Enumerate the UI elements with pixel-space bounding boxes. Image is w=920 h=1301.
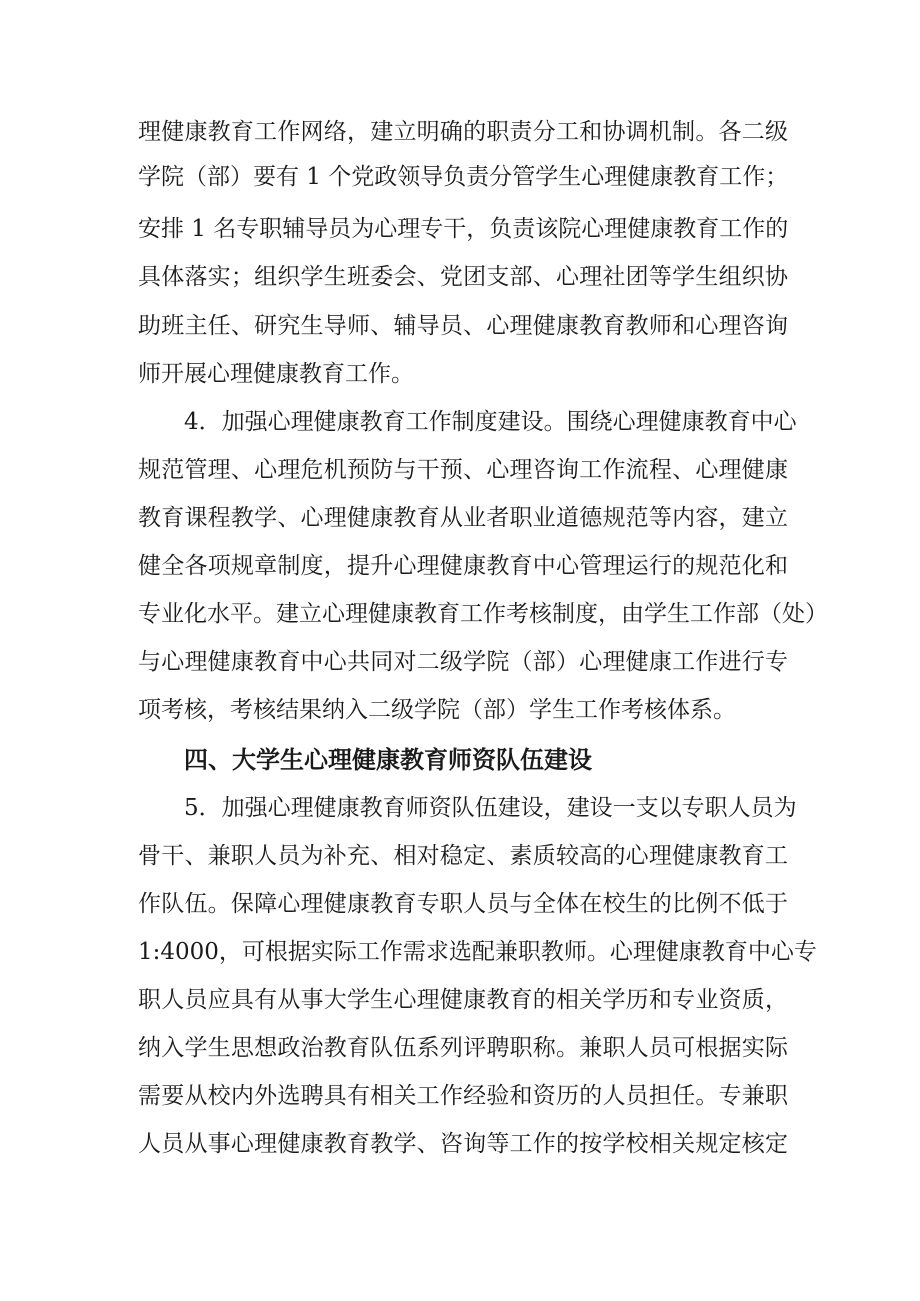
paragraph-3-line-6: 纳入学生思想政治教育队伍系列评聘职称。兼职人员可根据实际 — [138, 1035, 788, 1061]
paragraph-1-line-6: 师开展心理健康教育工作。 — [138, 361, 414, 387]
paragraph-3-line-1: 5．加强心理健康教育师资队伍建设，建设一支以专职人员为 — [184, 795, 797, 821]
paragraph-2-line-3: 教育课程教学、心理健康教育从业者职业道德规范等内容，建立 — [138, 505, 788, 531]
paragraph-2-line-7: 项考核，考核结果纳入二级学院（部）学生工作考核体系。 — [138, 697, 736, 723]
paragraph-1-line-1: 理健康教育工作网络，建立明确的职责分工和协调机制。各二级 — [138, 119, 788, 145]
paragraph-2-line-4: 健全各项规章制度，提升心理健康教育中心管理运行的规范化和 — [138, 553, 788, 579]
paragraph-2-line-6: 与心理健康教育中心共同对二级学院（部）心理健康工作进行专 — [138, 649, 788, 675]
paragraph-3-line-7: 需要从校内外选聘具有相关工作经验和资历的人员担任。专兼职 — [138, 1083, 788, 1109]
paragraph-1-line-5: 助班主任、研究生导师、辅导员、心理健康教育教师和心理咨询 — [138, 313, 788, 339]
paragraph-3-line-2: 骨干、兼职人员为补充、相对稳定、素质较高的心理健康教育工 — [138, 843, 788, 869]
paragraph-3-line-8: 人员从事心理健康教育教学、咨询等工作的按学校相关规定核定 — [138, 1131, 788, 1157]
paragraph-1-line-3: 安排 1 名专职辅导员为心理专干，负责该院心理健康教育工作的 — [138, 216, 789, 242]
paragraph-3-line-5: 职人员应具有从事大学生心理健康教育的相关学历和专业资质， — [138, 987, 788, 1013]
paragraph-2-line-5: 专业化水平。建立心理健康教育工作考核制度，由学生工作部（处） — [138, 601, 828, 627]
paragraph-1-line-4: 具体落实；组织学生班委会、党团支部、心理社团等学生组织协 — [138, 264, 788, 290]
paragraph-2-line-2: 规范管理、心理危机预防与干预、心理咨询工作流程、心理健康 — [138, 457, 788, 483]
paragraph-3-line-3: 作队伍。保障心理健康教育专职人员与全体在校生的比例不低于 — [138, 891, 788, 917]
paragraph-1-line-2: 学院（部）要有 1 个党政领导负责分管学生心理健康教育工作； — [138, 164, 789, 190]
paragraph-3-line-4: 1:4000，可根据实际工作需求选配兼职教师。心理健康教育中心专 — [138, 939, 817, 965]
paragraph-2-line-1: 4．加强心理健康教育工作制度建设。围绕心理健康教育中心 — [184, 409, 797, 435]
section-heading: 四、大学生心理健康教育师资队伍建设 — [184, 746, 592, 774]
